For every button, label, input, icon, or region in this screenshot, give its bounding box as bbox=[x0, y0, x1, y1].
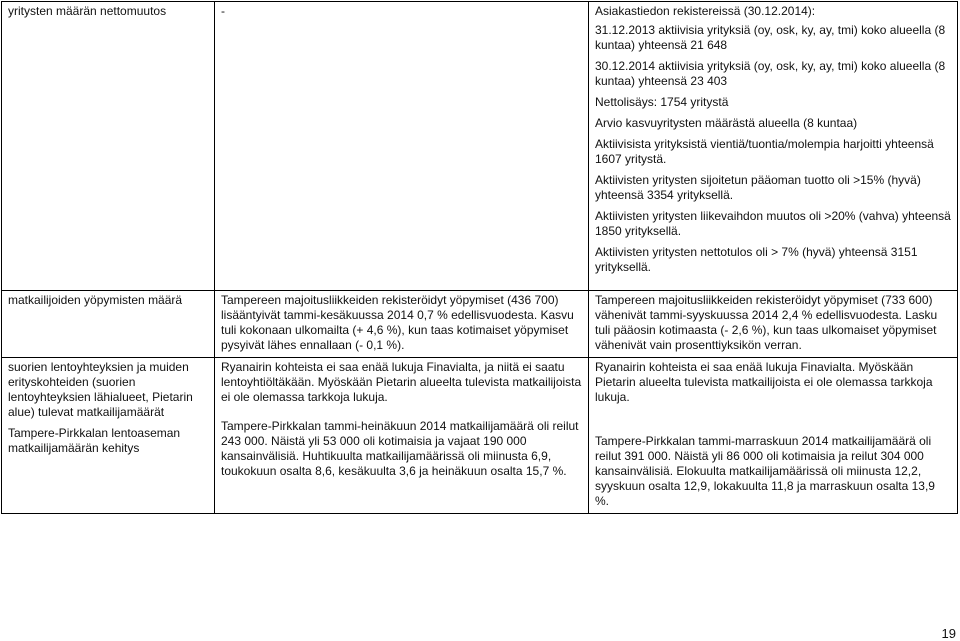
second-period-value: Tampere-Pirkkalan tammi-marraskuun 2014 matkailijamäärä oli reilut 391 000. Näistä yli 86 000 oli kotimaisia ja reilut 304 000 kansainvälisiä. Elokuulta matkailijamäärissä oli miinusta 12,2, syyskuun osalta 12,9, lokakuulta 11,8 ja marraskuun osalta 13,9 %. bbox=[595, 434, 935, 508]
second-period-value: Tampereen majoitusliikkeiden rekisteröidyt yöpymiset (733 600) vähenivät tammi-syyskuussa 2014 2,4 % edellisvuodesta. Lasku tuli pääosin kotimaasta (- 2,6 %), kun taas ulkomaiset yöpymiset vähenivät vain prosenttiyksikön verran. bbox=[595, 293, 938, 352]
first-period-cell bbox=[215, 358, 589, 514]
second-period-cell bbox=[589, 291, 958, 358]
list-item: Aktiivisten yritysten nettotulos oli > 7% (hyvä) yhteensä 3151 yrityksellä. bbox=[595, 245, 918, 274]
indicator-label: matkailijoiden yöpymisten määrä bbox=[8, 293, 183, 307]
list-item: Arvio kasvuyritysten määrästä alueella (8 kuntaa) bbox=[595, 116, 858, 130]
list-item: Aktiivisten yritysten liikevaihdon muutos oli >20% (vahva) yhteensä 1850 yrityksellä. bbox=[595, 209, 951, 238]
second-period-cell bbox=[589, 2, 958, 291]
list-item: 31.12.2013 aktiivisia yrityksiä (oy, osk, ky, ay, tmi) koko alueella (8 kuntaa) yhteensä 21 648 bbox=[595, 23, 946, 52]
first-period-cell bbox=[215, 2, 589, 291]
first-period-value: - bbox=[221, 4, 225, 18]
registry-header: Asiakastiedon rekistereissä (30.12.2014): bbox=[595, 4, 816, 18]
indicator-label: Tampere-Pirkkalan lentoaseman matkailijamäärän kehitys bbox=[8, 426, 181, 455]
second-period-value: Ryanairin kohteista ei saa enää lukuja Finavialta. Myöskään Pietarin alueelta tulevista matkailijoista ei ole olemassa tarkkoja lukuja. bbox=[595, 360, 933, 404]
list-item: Nettolisäys: 1754 yritystä bbox=[595, 95, 729, 109]
page-number: 19 bbox=[941, 626, 956, 641]
indicator-label: suorien lentoyhteyksien ja muiden erityskohteiden (suorien lentoyhteyksien lähialueet, Pietarin alue) tulevat matkailijamäärät bbox=[8, 360, 193, 419]
first-period-value: Tampereen majoitusliikkeiden rekisteröidyt yöpymiset (436 700) lisääntyivät tammi-kesäkuussa 2014 0,7 % edellisvuodesta. Kasvu tuli kokonaan ulkomailta (+ 4,6 %), kun taas kotimaiset yöpymiset pysyivät lähes ennallaan (- 0,1 %). bbox=[221, 293, 574, 352]
first-period-value: Ryanairin kohteista ei saa enää lukuja Finavialta, ja niitä ei saatu lentoyhtiöltäkään. Myöskään Pietarin alueelta tulevista matkailijoista ei ole olemassa tarkkoja lukuja. bbox=[221, 360, 582, 404]
table-row bbox=[2, 358, 958, 514]
indicator-label-cell bbox=[2, 291, 215, 358]
first-period-value: Tampere-Pirkkalan tammi-heinäkuun 2014 matkailijamäärä oli reilut 243 000. Näistä yli 53 000 oli kotimaisia ja vajaat 190 000 kansainvälisiä. Huhtikuulta matkailijamäärissä oli miinusta 6,9, toukokuun osalta 8,6, kesäkuulta 3,6 ja heinäkuun osalta 15,7 %. bbox=[221, 419, 579, 478]
second-period-cell bbox=[589, 358, 958, 514]
indicator-label-cell bbox=[2, 2, 215, 291]
list-item: Aktiivisista yrityksistä vientiä/tuontia/molempia harjoitti yhteensä 1607 yritystä. bbox=[595, 137, 934, 166]
list-item: 30.12.2014 aktiivisia yrityksiä (oy, osk, ky, ay, tmi) koko alueella (8 kuntaa) yhteensä 23 403 bbox=[595, 59, 946, 88]
indicator-label: yritysten määrän nettomuutos bbox=[8, 4, 167, 18]
indicator-label-cell bbox=[2, 358, 215, 514]
table-row bbox=[2, 291, 958, 358]
indicator-table bbox=[1, 1, 958, 514]
first-period-cell bbox=[215, 291, 589, 358]
list-item: Aktiivisten yritysten sijoitetun pääoman tuotto oli >15% (hyvä) yhteensä 3354 yrityksellä. bbox=[595, 173, 921, 202]
table-row bbox=[2, 2, 958, 291]
